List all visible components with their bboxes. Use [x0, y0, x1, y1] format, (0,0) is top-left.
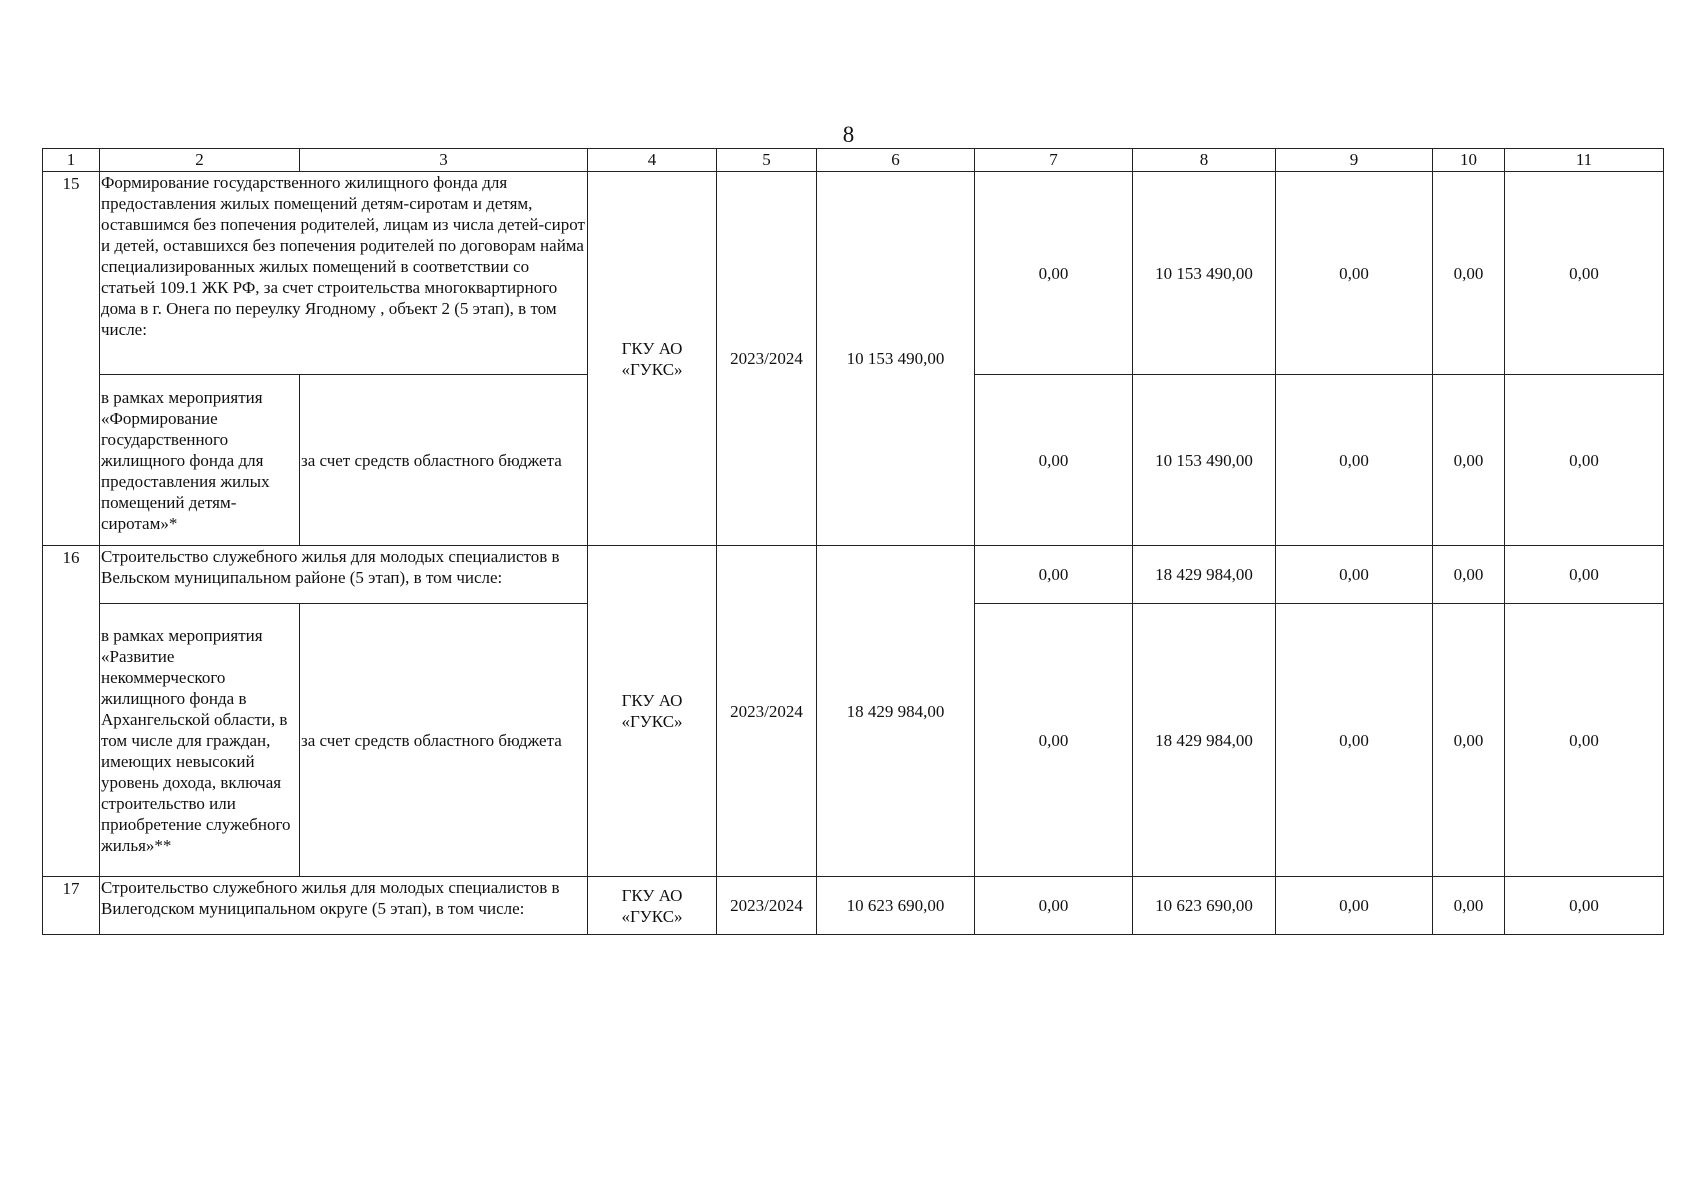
column-header-2: 2 [100, 149, 300, 172]
table-row [43, 546, 1664, 604]
table-row [43, 172, 1664, 375]
value-cell: 18 429 984,00 [1133, 546, 1276, 604]
value-cell: 10 153 490,00 [1133, 375, 1276, 546]
value-cell: 0,00 [1433, 375, 1505, 546]
value-cell: 0,00 [1276, 546, 1433, 604]
period: 2023/2024 [717, 877, 817, 935]
value-cell: 0,00 [1276, 877, 1433, 935]
column-header-5: 5 [717, 149, 817, 172]
column-header-6: 6 [817, 149, 975, 172]
column-number-header-row [43, 149, 1664, 172]
value-cell: 0,00 [1276, 375, 1433, 546]
column-header-1: 1 [43, 149, 100, 172]
row-number: 15 [43, 172, 100, 546]
object-description: Строительство служебного жилья для молодых специалистов в Вилегодском муниципальном округе (5 этап), в том числе: [100, 877, 588, 935]
row-number: 16 [43, 546, 100, 877]
sub-description: в рамках мероприятия «Формирование государственного жилищного фонда для предоставления жилых помещений детям-сиротам»* [100, 375, 300, 546]
page-number: 8 [842, 122, 855, 147]
funding-source: за счет средств областного бюджета [300, 604, 588, 877]
value-cell: 0,00 [1433, 604, 1505, 877]
table-row [43, 877, 1664, 935]
period: 2023/2024 [717, 546, 817, 877]
value-cell: 0,00 [1276, 604, 1433, 877]
value-cell: 0,00 [1433, 172, 1505, 375]
column-header-11: 11 [1505, 149, 1664, 172]
value-cell: 0,00 [1276, 172, 1433, 375]
value-cell: 0,00 [975, 172, 1133, 375]
value-cell: 0,00 [1505, 546, 1664, 604]
row-number: 17 [43, 877, 100, 935]
column-header-3: 3 [300, 149, 588, 172]
object-description: Строительство служебного жилья для молодых специалистов в Вельском муниципальном районе (5 этап), в том числе: [100, 546, 588, 604]
column-header-4: 4 [588, 149, 717, 172]
value-cell: 0,00 [1433, 546, 1505, 604]
value-cell: 0,00 [1505, 172, 1664, 375]
funding-source: за счет средств областного бюджета [300, 375, 588, 546]
value-cell: 0,00 [1433, 877, 1505, 935]
value-cell: 0,00 [1505, 604, 1664, 877]
total-cost: 18 429 984,00 [817, 546, 975, 877]
column-header-8: 8 [1133, 149, 1276, 172]
value-cell: 0,00 [975, 375, 1133, 546]
executor: ГКУ АО «ГУКС» [588, 877, 717, 935]
sub-description: в рамках мероприятия «Развитие некоммерческого жилищного фонда в Архангельской области, в том числе для граждан, имеющих невысокий уровень дохода, включая строительство или приобретение служебного жилья»** [100, 604, 300, 877]
value-cell: 0,00 [1505, 877, 1664, 935]
object-description: Формирование государственного жилищного фонда для предоставления жилых помещений детям-сиротам и детям, оставшимся без попечения родителей, лицам из числа детей-сирот и детей, оставшихся без попечения родителей по договорам найма специализированных жилых помещений в соответствии со статьей 109.1 ЖК РФ, за счет строительства многоквартирного дома в г. Онега по переулку Ягодному , объект 2 (5 этап), в том числе: [100, 172, 588, 375]
column-header-9: 9 [1276, 149, 1433, 172]
value-cell: 10 153 490,00 [1133, 172, 1276, 375]
value-cell: 18 429 984,00 [1133, 604, 1276, 877]
value-cell: 10 623 690,00 [1133, 877, 1276, 935]
total-cost: 10 623 690,00 [817, 877, 975, 935]
column-header-10: 10 [1433, 149, 1505, 172]
budget-table [42, 148, 1664, 935]
value-cell: 0,00 [975, 546, 1133, 604]
total-cost: 10 153 490,00 [817, 172, 975, 546]
executor: ГКУ АО «ГУКС» [588, 546, 717, 877]
value-cell: 0,00 [975, 604, 1133, 877]
column-header-7: 7 [975, 149, 1133, 172]
value-cell: 0,00 [975, 877, 1133, 935]
value-cell: 0,00 [1505, 375, 1664, 546]
executor: ГКУ АО «ГУКС» [588, 172, 717, 546]
period: 2023/2024 [717, 172, 817, 546]
